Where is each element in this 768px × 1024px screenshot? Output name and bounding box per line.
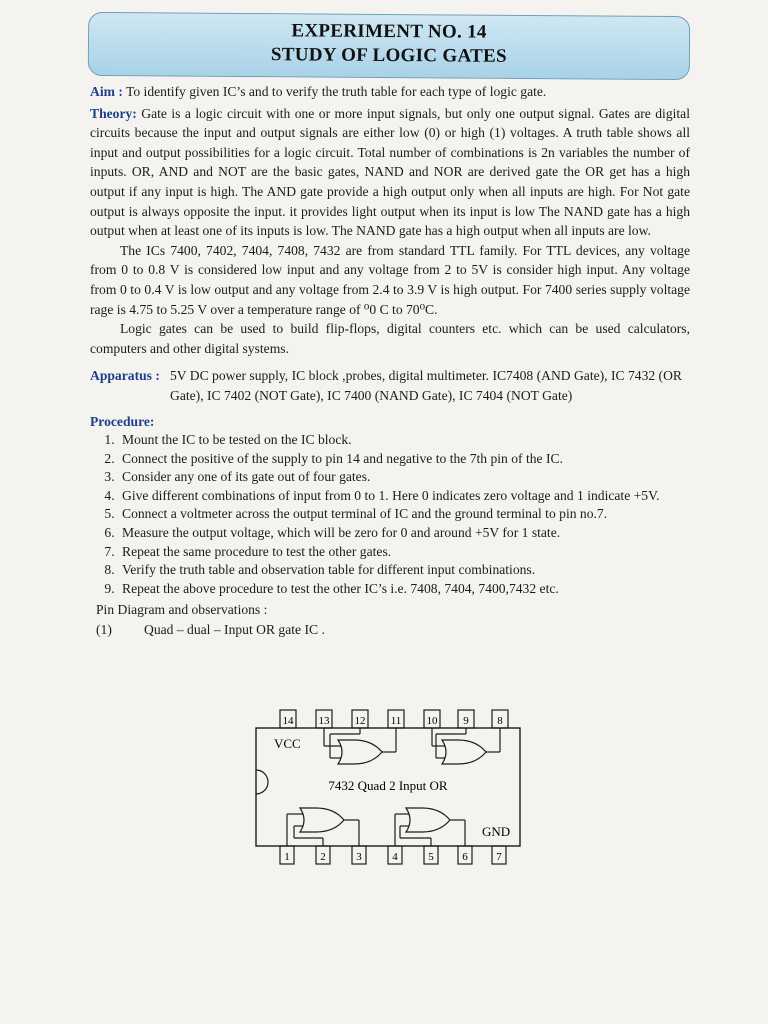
pin-number: 3: [356, 851, 362, 863]
pin-diagram-item-text: Quad – dual – Input OR gate IC .: [144, 622, 325, 638]
top-pins: [280, 710, 508, 728]
theory-paragraph-1: [90, 104, 690, 241]
theory-label: Theory:: [90, 105, 137, 121]
procedure-step: 9. Repeat the above procedure to test the other IC’s i.e. 7408, 7404, 7400,7432 etc.: [118, 580, 690, 599]
pin-number: 9: [463, 715, 469, 727]
procedure-step: 4. Give different combinations of input from 0 to 1. Here 0 indicates zero voltage and 1 indicate +5V.: [118, 487, 690, 506]
ic-7432-pin-diagram: [250, 700, 530, 875]
pin-number: 11: [390, 715, 402, 727]
procedure-label: Procedure:: [90, 413, 155, 429]
aim-section: [90, 82, 690, 102]
pin-diagram-item-number: (1): [96, 622, 112, 638]
pin-number: 12: [354, 715, 366, 727]
pin-number: 8: [497, 715, 503, 727]
vcc-label: VCC: [274, 736, 301, 751]
pin-number: 6: [462, 851, 468, 863]
pin-number: 7: [496, 851, 502, 863]
procedure-step: 5. Connect a voltmeter across the output terminal of IC and the ground terminal to pin no.7.: [118, 505, 690, 524]
pin-number: 2: [320, 851, 326, 863]
theory-text-1: Gate is a logic circuit with one or more input signals, but only one output signal. Gates are digital circuits because the input and output signals are either low (0) or high (1) voltages. A truth table shows all input and output possibilities for a logic circuit. Total number of combinations is 2n variables the number of inputs. OR, AND and NOT are the basic gates, NAND and NOR are derived gate the OR get has a high output if any input is high. The AND gate provide a high output only when all inputs are high. For Not gate output is always opposite the input. it provides light output when its input is low The NAND gate has a high output when at least one of its inputs is low. The NAND gate has a high output when all inputs are low.: [90, 105, 690, 239]
aim-label: Aim :: [90, 84, 123, 99]
gnd-label: GND: [482, 824, 511, 839]
experiment-title: STUDY OF LOGIC GATES: [270, 44, 507, 67]
theory-paragraph-2: The ICs 7400, 7402, 7404, 7408, 7432 are from standard TTL family. For TTL devices, any voltage from 0 to 0.8 V is considered low input and any voltage from 2 to 5V is consider high input. Any voltage from 0 to 0.4 V is low output and any voltage from 2.4 to 3.9 V is high output. For 7400 series supply voltage rage is 4.75 to 5.25 V over a temperature range of ⁰0 C to 70⁰C.: [90, 242, 690, 317]
procedure-list: [90, 431, 690, 598]
document-body: [90, 82, 690, 640]
pin-number: 14: [282, 715, 294, 727]
pin-number: 10: [426, 715, 438, 727]
procedure-step: 3. Consider any one of its gate out of four gates.: [118, 468, 690, 487]
ic-notch: [256, 770, 268, 794]
procedure-step: 7. Repeat the same procedure to test the other gates.: [118, 543, 690, 562]
pin-number: 1: [284, 851, 290, 863]
aim-text: To identify given IC’s and to verify the truth table for each type of logic gate.: [126, 84, 547, 99]
pin-diagram-title: Pin Diagram and observations :: [96, 602, 268, 618]
title-banner: [88, 12, 690, 80]
or-gate-lower-left: [287, 808, 359, 846]
experiment-number: EXPERIMENT NO. 14: [291, 20, 487, 43]
theory-paragraph-3: Logic gates can be used to build flip-flops, digital counters etc. which can be used calculators, computers and other digital systems.: [90, 321, 690, 356]
pin-number: 13: [318, 715, 330, 727]
bottom-pins: [280, 846, 506, 864]
pin-diagram-item: [90, 620, 690, 640]
or-gate-lower-right: [395, 808, 465, 846]
procedure-step: 8. Verify the truth table and observation table for different input combinations.: [118, 561, 690, 580]
procedure-step: 2. Connect the positive of the supply to pin 14 and negative to the 7th pin of the IC.: [118, 450, 690, 469]
procedure-step: 1. Mount the IC to be tested on the IC block.: [118, 431, 690, 450]
apparatus-text: 5V DC power supply, IC block ,probes, digital multimeter. IC7408 (AND Gate), IC 7432 (OR Gate), IC 7402 (NOT Gate), IC 7400 (NAND Gate), IC 7404 (NOT Gate): [170, 368, 682, 403]
apparatus-label: Apparatus :: [90, 368, 160, 384]
apparatus-section: [90, 366, 690, 405]
or-gate-upper-right: [432, 728, 500, 764]
ic-label: 7432 Quad 2 Input OR: [328, 778, 448, 793]
or-gate-upper-left: [324, 728, 396, 764]
pin-number: 5: [428, 851, 434, 863]
pin-number: 4: [392, 851, 398, 863]
procedure-step: 6. Measure the output voltage, which will be zero for 0 and around +5V for 1 state.: [118, 524, 690, 543]
